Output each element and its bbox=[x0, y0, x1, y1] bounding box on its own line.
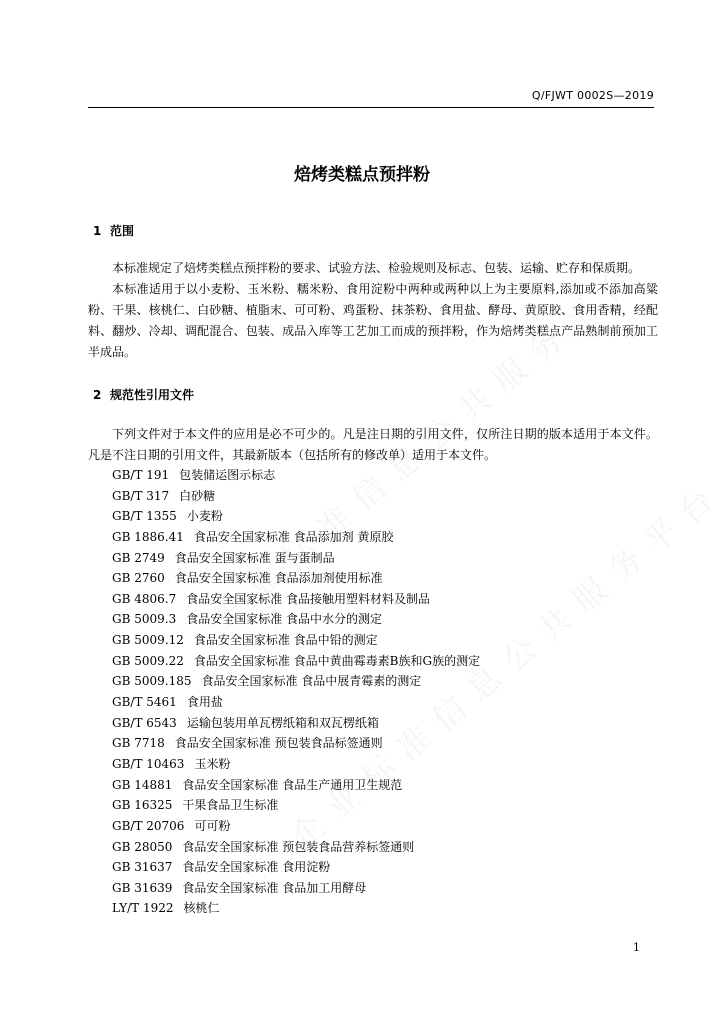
header-divider bbox=[88, 107, 654, 108]
reference-title: 小麦粉 bbox=[186, 509, 223, 524]
reference-title: 食品安全国家标准 食品接触用塑料材料及制品 bbox=[186, 591, 431, 606]
reference-code: GB/T 1355 bbox=[112, 509, 177, 524]
reference-title: 食品安全国家标准 食用淀粉 bbox=[182, 860, 331, 875]
reference-code: GB 1886.41 bbox=[112, 529, 184, 544]
reference-title: 食品安全国家标准 食品中展青霉素的测定 bbox=[201, 674, 422, 689]
reference-item bbox=[112, 775, 480, 796]
scope-paragraph-1: 本标准规定了焙烤类糕点预拌粉的要求、试验方法、检验规则及标志、包装、运输、贮存和保质期。 bbox=[112, 261, 641, 275]
reference-item bbox=[112, 589, 480, 610]
reference-item bbox=[112, 630, 480, 651]
reference-item bbox=[112, 837, 480, 858]
reference-item bbox=[112, 857, 480, 878]
reference-code: GB/T 5461 bbox=[112, 695, 177, 710]
reference-code: GB 5009.12 bbox=[112, 633, 184, 648]
reference-code: GB/T 6543 bbox=[112, 715, 177, 730]
reference-item bbox=[112, 465, 480, 486]
reference-code: GB 5009.22 bbox=[112, 653, 184, 668]
scope-paragraph-2: 本标准适用于以小麦粉、玉米粉、糯米粉、食用淀粉中两种或两种以上为主要原料,添加或不添加高粱粉、干果、核桃仁、白砂糖、植脂末、可可粉、鸡蛋粉、抹茶粉、食用盐、酵母、黄原胶、食用香精，经配料、翻炒、冷却、调配混合、包装、成品入库等工艺加工而成的预拌粉，作为焙烤类糕点产品熟制前预加工半成品。 bbox=[88, 282, 658, 359]
reference-code: GB 14881 bbox=[112, 777, 173, 792]
reference-item bbox=[112, 816, 480, 837]
section-heading-scope bbox=[93, 222, 134, 239]
page-number: 1 bbox=[633, 941, 640, 954]
reference-item bbox=[112, 692, 480, 713]
reference-title: 食品安全国家标准 食品添加剂 黄原胶 bbox=[193, 529, 394, 544]
section-heading-references bbox=[93, 386, 194, 403]
reference-title: 食用盐 bbox=[186, 695, 223, 710]
references-intro: 下列文件对于本文件的应用是必不可少的。凡是注日期的引用文件，仅所注日期的版本适用于本文件。凡是不注日期的引用文件，其最新版本（包括所有的修改单）适用于本文件。 bbox=[88, 427, 658, 462]
reference-code: GB 2749 bbox=[112, 550, 165, 565]
reference-item bbox=[112, 548, 480, 569]
reference-title: 可可粉 bbox=[194, 818, 231, 833]
reference-item bbox=[112, 795, 480, 816]
reference-title: 运输包装用单瓦楞纸箱和双瓦楞纸箱 bbox=[186, 715, 379, 730]
reference-title: 食品安全国家标准 预包装食品标签通则 bbox=[174, 736, 383, 751]
section-title: 范围 bbox=[110, 224, 135, 238]
reference-code: GB 31637 bbox=[112, 860, 173, 875]
reference-title: 白砂糖 bbox=[179, 488, 216, 503]
reference-item bbox=[112, 754, 480, 775]
reference-code: GB 28050 bbox=[112, 839, 173, 854]
reference-code: GB/T 191 bbox=[112, 468, 170, 482]
reference-code: GB 16325 bbox=[112, 798, 173, 813]
reference-code: GB 31639 bbox=[112, 880, 173, 895]
reference-title: 食品安全国家标准 食品生产通用卫生规范 bbox=[182, 777, 403, 792]
section-number: 2 bbox=[93, 388, 102, 402]
reference-item bbox=[112, 486, 480, 507]
reference-code: GB 5009.185 bbox=[112, 674, 192, 689]
reference-item bbox=[112, 733, 480, 754]
reference-title: 食品安全国家标准 预包装食品营养标签通则 bbox=[182, 839, 415, 854]
reference-list bbox=[112, 465, 480, 919]
reference-item bbox=[112, 713, 480, 734]
reference-title: 食品安全国家标准 蛋与蛋制品 bbox=[174, 550, 335, 565]
reference-item bbox=[112, 898, 480, 919]
reference-code: GB 2760 bbox=[112, 571, 165, 586]
reference-title: 食品安全国家标准 食品中水分的测定 bbox=[186, 612, 383, 627]
reference-code: GB/T 10463 bbox=[112, 756, 185, 771]
reference-item bbox=[112, 651, 480, 672]
section-number: 1 bbox=[93, 224, 102, 238]
reference-item bbox=[112, 527, 480, 548]
document-code: Q/FJWT 0002S—2019 bbox=[531, 89, 654, 102]
reference-title: 食品安全国家标准 食品中铅的测定 bbox=[193, 633, 378, 648]
reference-title: 包装储运图示标志 bbox=[179, 468, 276, 482]
reference-item bbox=[112, 568, 480, 589]
reference-item bbox=[112, 609, 480, 630]
section-title: 规范性引用文件 bbox=[110, 388, 195, 402]
reference-code: GB/T 20706 bbox=[112, 818, 185, 833]
reference-code: GB 5009.3 bbox=[112, 612, 177, 627]
reference-title: 核桃仁 bbox=[183, 901, 220, 916]
document-title: 焙烤类糕点预拌粉 bbox=[294, 165, 430, 185]
reference-code: GB 7718 bbox=[112, 736, 165, 751]
reference-code: LY/T 1922 bbox=[112, 901, 174, 916]
reference-code: GB 4806.7 bbox=[112, 591, 177, 606]
reference-code: GB/T 317 bbox=[112, 488, 170, 503]
reference-title: 食品安全国家标准 食品添加剂使用标准 bbox=[174, 571, 383, 586]
reference-item bbox=[112, 506, 480, 527]
reference-title: 玉米粉 bbox=[194, 756, 231, 771]
reference-title: 食品安全国家标准 食品中黄曲霉毒素B族和G族的测定 bbox=[193, 653, 481, 668]
reference-item bbox=[112, 671, 480, 692]
reference-item bbox=[112, 878, 480, 899]
reference-title: 干果食品卫生标准 bbox=[182, 798, 279, 813]
reference-title: 食品安全国家标准 食品加工用酵母 bbox=[182, 880, 367, 895]
